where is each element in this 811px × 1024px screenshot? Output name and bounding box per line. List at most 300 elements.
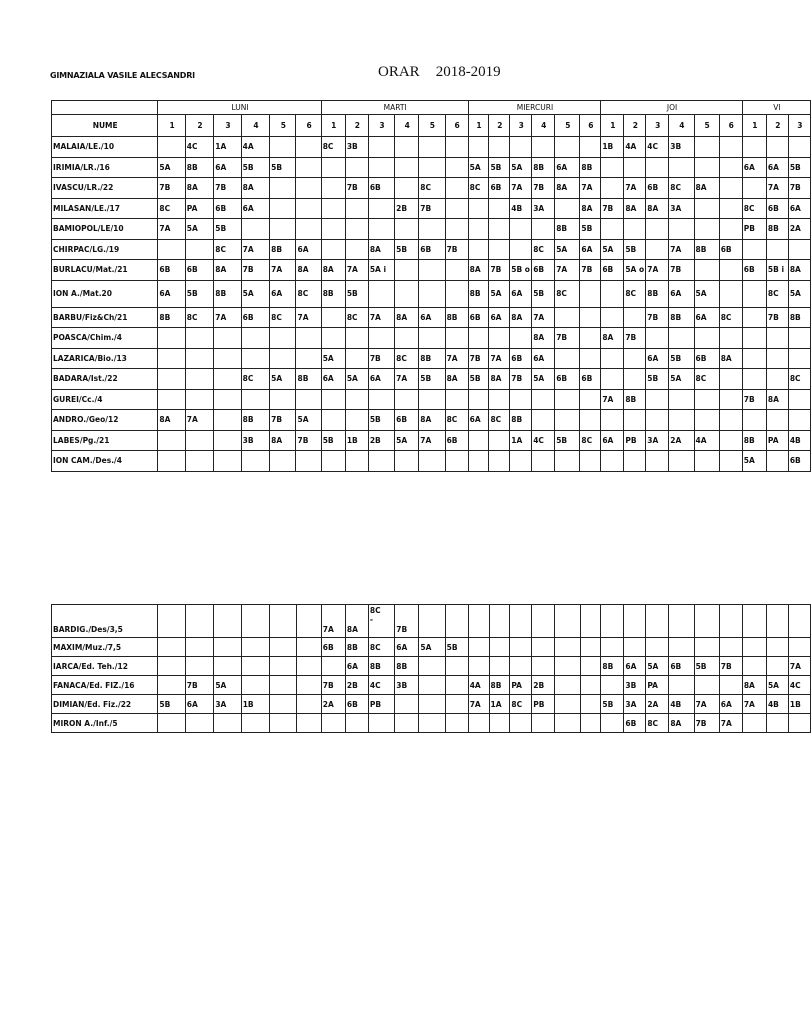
class-cell: PA — [185, 198, 214, 219]
title-text: ORAR — [378, 64, 420, 80]
class-cell: 7B — [185, 676, 214, 695]
class-cell: 3A — [624, 695, 646, 714]
class-cell: 8B — [532, 157, 555, 178]
class-cell — [510, 328, 532, 349]
class-cell — [601, 714, 624, 733]
class-cell — [321, 451, 345, 472]
class-cell — [419, 451, 445, 472]
class-cell — [580, 410, 601, 431]
class-cell: 7A — [624, 178, 646, 199]
class-cell — [445, 676, 468, 695]
class-cell: 5B i — [766, 260, 788, 281]
class-cell: 5A — [555, 239, 580, 260]
class-cell — [788, 348, 810, 369]
class-cell — [510, 451, 532, 472]
class-cell — [555, 410, 580, 431]
class-cell — [669, 157, 694, 178]
class-cell — [158, 714, 185, 733]
class-cell — [719, 389, 742, 410]
class-cell: 3B — [669, 137, 694, 158]
period-number: 3 — [368, 115, 394, 137]
period-number: 3 — [510, 115, 532, 137]
class-cell: 6B — [532, 260, 555, 281]
class-cell: 8A — [321, 260, 345, 281]
class-cell — [158, 137, 185, 158]
class-cell: 7B — [694, 714, 719, 733]
class-cell — [214, 369, 241, 390]
class-cell — [395, 389, 419, 410]
class-cell: 7A — [742, 695, 766, 714]
class-cell: 6A — [646, 348, 669, 369]
class-cell — [270, 451, 296, 472]
class-cell: 8C — [580, 430, 601, 451]
period-number: 5 — [419, 115, 445, 137]
class-cell: PB — [624, 430, 646, 451]
class-cell: 8B — [185, 157, 214, 178]
class-cell: 7B — [468, 348, 489, 369]
class-cell — [669, 328, 694, 349]
class-cell — [241, 714, 270, 733]
teacher-name: BARBU/Fiz&Ch/21 — [52, 307, 158, 328]
class-cell: 6B — [788, 451, 810, 472]
class-cell — [321, 157, 345, 178]
class-cell — [719, 260, 742, 281]
class-cell — [742, 657, 766, 676]
class-cell: 8C — [468, 178, 489, 199]
teacher-name: BADARA/Ist./22 — [52, 369, 158, 390]
timetable-secondary — [51, 604, 801, 733]
class-cell — [270, 328, 296, 349]
class-cell — [296, 657, 321, 676]
class-cell: 7A — [241, 239, 270, 260]
class-cell — [669, 451, 694, 472]
class-cell — [555, 348, 580, 369]
class-cell: PB — [742, 219, 766, 240]
teacher-name: MIRON A./Inf./5 — [52, 714, 158, 733]
class-cell — [368, 198, 394, 219]
class-cell: 4C — [185, 137, 214, 158]
class-cell: 8A — [468, 260, 489, 281]
class-cell: 6B — [580, 369, 601, 390]
class-cell — [669, 676, 694, 695]
class-cell — [694, 260, 719, 281]
class-cell — [270, 137, 296, 158]
class-cell: 7A — [719, 714, 742, 733]
class-cell — [445, 280, 468, 307]
class-cell — [601, 219, 624, 240]
class-cell — [468, 219, 489, 240]
class-cell — [185, 369, 214, 390]
class-cell — [419, 657, 445, 676]
class-cell — [489, 198, 510, 219]
class-cell — [719, 198, 742, 219]
class-cell: 6B — [158, 260, 185, 281]
teacher-row — [52, 451, 811, 472]
class-cell: 5B — [468, 369, 489, 390]
class-cell — [788, 389, 810, 410]
class-cell: 6B — [555, 369, 580, 390]
class-cell — [445, 657, 468, 676]
class-cell: 6B — [624, 714, 646, 733]
day-header: MIERCURI — [468, 101, 601, 115]
class-cell — [489, 389, 510, 410]
class-cell: 7A — [532, 307, 555, 328]
class-cell — [788, 714, 810, 733]
class-cell: 8A — [646, 198, 669, 219]
class-cell: 7A — [646, 260, 669, 281]
class-cell: 7B — [296, 430, 321, 451]
class-cell: 8A — [601, 328, 624, 349]
class-cell: 8B — [368, 657, 394, 676]
teacher-row — [52, 239, 811, 260]
class-cell: 8C — [321, 137, 345, 158]
class-cell: 5A i — [368, 260, 394, 281]
class-cell — [742, 239, 766, 260]
class-cell — [532, 638, 555, 657]
class-cell — [601, 369, 624, 390]
class-cell: 5B o — [510, 260, 532, 281]
class-cell — [646, 157, 669, 178]
class-cell — [214, 328, 241, 349]
class-cell: 8A — [669, 714, 694, 733]
teacher-row — [52, 198, 811, 219]
class-cell — [766, 369, 788, 390]
class-cell: 8B — [445, 307, 468, 328]
class-cell: 7A — [694, 695, 719, 714]
class-cell: 7B — [445, 239, 468, 260]
class-cell: 5A — [468, 157, 489, 178]
timetable-table-secondary — [51, 604, 811, 733]
teacher-name: LAZARICA/Bio./13 — [52, 348, 158, 369]
class-cell: 4B — [766, 695, 788, 714]
class-cell: 2B — [368, 430, 394, 451]
class-cell: 5B — [368, 410, 394, 431]
class-cell: 7B — [624, 328, 646, 349]
teacher-name: FANACA/Ed. FIZ./16 — [52, 676, 158, 695]
class-cell: 6B — [510, 348, 532, 369]
class-cell — [214, 657, 241, 676]
class-cell — [296, 137, 321, 158]
class-cell — [624, 605, 646, 638]
class-cell — [742, 328, 766, 349]
class-cell: 8A — [624, 198, 646, 219]
class-cell — [158, 605, 185, 638]
class-cell — [445, 328, 468, 349]
class-cell: 7A — [580, 178, 601, 199]
class-cell: 1A — [489, 695, 510, 714]
teacher-name: DIMIAN/Ed. Fiz./22 — [52, 695, 158, 714]
class-cell — [270, 219, 296, 240]
class-cell: 6A — [158, 280, 185, 307]
class-cell — [489, 605, 510, 638]
class-cell — [445, 137, 468, 158]
class-cell — [468, 451, 489, 472]
class-cell — [419, 328, 445, 349]
class-cell — [468, 430, 489, 451]
class-cell — [646, 219, 669, 240]
name-column-header: NUME — [52, 115, 158, 137]
timetable-main — [51, 100, 803, 472]
period-number: 5 — [555, 115, 580, 137]
class-cell — [185, 328, 214, 349]
class-cell: 6A — [624, 657, 646, 676]
class-cell — [766, 239, 788, 260]
class-cell: 8C — [158, 198, 185, 219]
class-cell: 7B — [345, 178, 368, 199]
class-cell — [742, 178, 766, 199]
class-cell — [580, 348, 601, 369]
class-cell: 8B — [489, 676, 510, 695]
class-cell: 6B — [489, 178, 510, 199]
class-cell — [158, 451, 185, 472]
class-cell: 2A — [646, 695, 669, 714]
class-cell: 2B — [395, 198, 419, 219]
class-cell — [719, 676, 742, 695]
day-header: JOI — [601, 101, 742, 115]
class-cell — [345, 389, 368, 410]
class-cell — [555, 657, 580, 676]
class-cell: 2A — [669, 430, 694, 451]
period-number: 2 — [489, 115, 510, 137]
class-cell: 5A — [241, 280, 270, 307]
class-cell: 7A — [296, 307, 321, 328]
class-cell — [532, 137, 555, 158]
class-cell — [788, 239, 810, 260]
class-cell — [719, 451, 742, 472]
class-cell: 7B — [580, 260, 601, 281]
class-cell — [345, 239, 368, 260]
period-number: 1 — [742, 115, 766, 137]
class-cell: 8A — [489, 369, 510, 390]
class-cell — [742, 307, 766, 328]
class-cell: 3B — [241, 430, 270, 451]
class-cell — [158, 239, 185, 260]
class-cell — [788, 137, 810, 158]
class-cell: 8A — [185, 178, 214, 199]
class-cell: 7A — [489, 348, 510, 369]
class-cell: 8A — [532, 328, 555, 349]
class-cell — [694, 198, 719, 219]
class-cell: 4A — [694, 430, 719, 451]
class-cell: 6A — [694, 307, 719, 328]
class-cell — [185, 714, 214, 733]
class-cell — [580, 389, 601, 410]
class-cell — [532, 410, 555, 431]
class-cell — [580, 605, 601, 638]
class-cell: 6A — [214, 157, 241, 178]
class-cell: 8C — [296, 280, 321, 307]
class-cell — [321, 714, 345, 733]
class-cell — [694, 638, 719, 657]
class-cell: 7B — [419, 198, 445, 219]
class-cell — [624, 638, 646, 657]
class-cell: 7A — [788, 657, 810, 676]
class-cell: 5A — [510, 157, 532, 178]
class-cell — [241, 389, 270, 410]
class-cell — [532, 714, 555, 733]
teacher-name: IVASCU/LR./22 — [52, 178, 158, 199]
class-cell: 8B — [788, 307, 810, 328]
class-cell — [510, 638, 532, 657]
class-cell: 5A — [489, 280, 510, 307]
teacher-row — [52, 676, 811, 695]
class-cell — [214, 410, 241, 431]
class-cell — [419, 157, 445, 178]
class-cell — [296, 198, 321, 219]
class-cell — [321, 389, 345, 410]
class-cell — [445, 260, 468, 281]
class-cell — [270, 695, 296, 714]
class-cell: 6A — [601, 430, 624, 451]
class-cell: 5A — [345, 369, 368, 390]
class-cell: 7A — [555, 260, 580, 281]
class-cell: 5A — [742, 451, 766, 472]
class-cell: 8A — [555, 178, 580, 199]
class-cell — [555, 451, 580, 472]
class-cell: 6A — [345, 657, 368, 676]
teacher-name: MAXIM/Muz./7,5 — [52, 638, 158, 657]
class-cell: 8C — [489, 410, 510, 431]
class-cell — [270, 178, 296, 199]
class-cell — [395, 260, 419, 281]
class-cell: 1B — [241, 695, 270, 714]
class-cell — [788, 410, 810, 431]
class-cell: 8C — [185, 307, 214, 328]
class-cell — [742, 714, 766, 733]
class-cell: 8B — [468, 280, 489, 307]
class-cell: 2A — [321, 695, 345, 714]
class-cell — [510, 605, 532, 638]
class-cell: 5B — [445, 638, 468, 657]
class-cell — [532, 219, 555, 240]
class-cell — [555, 638, 580, 657]
class-cell: 8C — [646, 714, 669, 733]
class-cell — [185, 605, 214, 638]
class-cell: 5A — [532, 369, 555, 390]
class-cell — [419, 695, 445, 714]
class-cell: 5B — [158, 695, 185, 714]
class-cell — [419, 280, 445, 307]
class-cell: 5B — [185, 280, 214, 307]
class-cell — [766, 137, 788, 158]
class-cell: 7B — [766, 307, 788, 328]
class-cell — [489, 137, 510, 158]
class-cell: 7B — [532, 178, 555, 199]
class-cell: 5B — [241, 157, 270, 178]
class-cell: 6A — [510, 280, 532, 307]
period-number: 6 — [296, 115, 321, 137]
period-number: 2 — [345, 115, 368, 137]
class-cell: 7A — [368, 307, 394, 328]
class-cell — [214, 389, 241, 410]
class-cell — [368, 605, 394, 638]
class-cell — [555, 198, 580, 219]
class-cell: 7A — [468, 695, 489, 714]
class-cell — [601, 348, 624, 369]
class-cell — [694, 451, 719, 472]
teacher-name: MALAIA/LE./10 — [52, 137, 158, 158]
class-cell: 5B — [489, 157, 510, 178]
class-cell — [158, 676, 185, 695]
class-cell: 8C — [532, 239, 555, 260]
class-cell — [445, 219, 468, 240]
class-cell: 6A — [185, 695, 214, 714]
class-cell: 8A — [345, 605, 368, 638]
class-cell: 7B — [214, 178, 241, 199]
class-cell — [270, 676, 296, 695]
class-cell — [580, 280, 601, 307]
class-cell — [489, 328, 510, 349]
class-cell: 4A — [624, 137, 646, 158]
class-cell — [296, 219, 321, 240]
class-cell — [345, 157, 368, 178]
class-cell — [766, 328, 788, 349]
class-cell: 4C — [646, 137, 669, 158]
period-number: 1 — [601, 115, 624, 137]
class-cell — [580, 676, 601, 695]
class-cell — [270, 348, 296, 369]
class-cell — [368, 219, 394, 240]
teacher-name: LABES/Pg./21 — [52, 430, 158, 451]
class-cell: 7A — [510, 178, 532, 199]
class-cell: 1B — [601, 137, 624, 158]
class-cell — [296, 178, 321, 199]
class-cell: 8C — [395, 348, 419, 369]
class-cell: 7B — [510, 369, 532, 390]
class-cell: 8C — [419, 178, 445, 199]
class-cell — [321, 178, 345, 199]
corner-cell — [52, 101, 158, 115]
class-cell: 5A — [788, 280, 810, 307]
class-cell: 8B — [694, 239, 719, 260]
teacher-name: BAMIOPOL/LE/10 — [52, 219, 158, 240]
class-cell — [489, 239, 510, 260]
class-cell: 8A — [510, 307, 532, 328]
class-cell: 5B — [321, 430, 345, 451]
class-cell — [345, 198, 368, 219]
school-name: GIMNAZIALA VASILE ALECSANDRI — [50, 71, 195, 80]
class-cell — [395, 451, 419, 472]
day-header: VI — [742, 101, 810, 115]
class-cell — [601, 638, 624, 657]
class-cell — [646, 239, 669, 260]
class-cell: 6A — [489, 307, 510, 328]
class-cell: 6A — [395, 638, 419, 657]
class-cell: 8C — [510, 695, 532, 714]
teacher-row — [52, 369, 811, 390]
class-cell — [296, 695, 321, 714]
class-cell — [270, 605, 296, 638]
class-cell — [742, 605, 766, 638]
class-cell: 6B — [694, 348, 719, 369]
class-cell — [601, 605, 624, 638]
class-cell — [321, 307, 345, 328]
class-cell — [185, 389, 214, 410]
class-cell — [580, 695, 601, 714]
class-cell — [646, 638, 669, 657]
class-cell — [555, 137, 580, 158]
class-cell — [445, 178, 468, 199]
class-cell — [669, 605, 694, 638]
class-cell — [489, 430, 510, 451]
class-cell — [321, 328, 345, 349]
class-cell — [555, 676, 580, 695]
class-cell: 7B — [489, 260, 510, 281]
class-cell: 6B — [646, 178, 669, 199]
class-cell — [158, 369, 185, 390]
class-cell: 6A — [580, 239, 601, 260]
period-number: 2 — [766, 115, 788, 137]
